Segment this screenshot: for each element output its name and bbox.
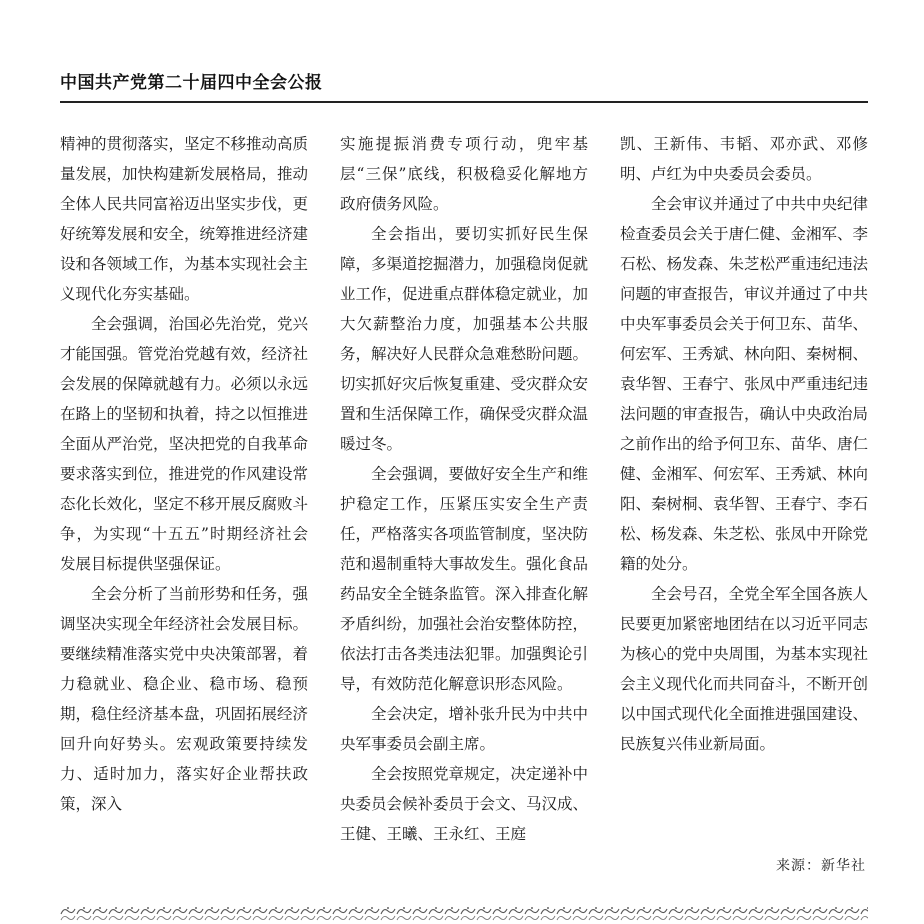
- paragraph: 精神的贯彻落实，坚定不移推动高质量发展，加快构建新发展格局，推动全体人民共同富裕迈出坚实步伐，更好统筹发展和安全，统筹推进经济建设和各领域工作，为基本实现社会主义现代化夯实基础。: [60, 135, 309, 303]
- paragraph: 全会强调，治国必先治党，党兴才能国强。管党治党越有效，经济社会发展的保障就越有力。必须以永远在路上的坚韧和执着，持之以恒推进全面从严治党，坚决把党的自我革命要求落实到位，推进党的作风建设常态化长效化，坚定不移开展反腐败斗争，为实现“十五五”时期经济社会发展目标提供坚强保证。: [60, 315, 309, 573]
- page-header-title: 中国共产党第二十届四中全会公报: [60, 73, 323, 93]
- paragraph: 全会号召，全党全军全国各族人民要更加紧密地团结在以习近平同志为核心的党中央周围，为基本实现社会主义现代化而共同奋斗，不断开创以中国式现代化全面推进强国建设、民族复兴伟业新局面。: [620, 585, 869, 753]
- decorative-border: [60, 904, 868, 924]
- source-credit: 来源：新华社: [776, 858, 866, 874]
- text-column-3: [620, 129, 868, 759]
- paragraph: 全会分析了当前形势和任务，强调坚决实现全年经济社会发展目标。要继续精准落实党中央决策部署，着力稳就业、稳企业、稳市场、稳预期，稳住经济基本盘，巩固拓展经济回升向好势头。宏观政策要持续发力、适时加力，落实好企业帮扶政策，深入: [60, 585, 309, 813]
- paragraph: 实施提振消费专项行动，兜牢基层“三保”底线，积极稳妥化解地方政府债务风险。: [340, 135, 588, 213]
- paragraph: 全会审议并通过了中共中央纪律检查委员会关于唐仁健、金湘军、李石松、杨发森、朱芝松严重违纪违法问题的审查报告，审议并通过了中共中央军事委员会关于何卫东、苗华、何宏军、王秀斌、林向阳、秦树桐、袁华智、王春宁、张凤中严重违纪违法问题的审查报告，确认中央政治局之前作出的给予何卫东、苗华、唐仁健、金湘军、何宏军、王秀斌、林向阳、秦树桐、袁华智、王春宁、李石松、杨发森、朱芝松、张凤中开除党籍的处分。: [620, 195, 869, 573]
- paragraph: 全会决定，增补张升民为中共中央军事委员会副主席。: [340, 705, 589, 753]
- paragraph: 凯、王新伟、韦韬、邓亦武、邓修明、卢红为中央委员会委员。: [620, 135, 868, 183]
- paragraph: 全会强调，要做好安全生产和维护稳定工作，压紧压实安全生产责任，严格落实各项监管制度，坚决防范和遏制重特大事故发生。强化食品药品安全全链条监管。深入排查化解矛盾纠纷，加强社会治安整体防控，依法打击各类违法犯罪。加强舆论引导，有效防范化解意识形态风险。: [340, 465, 589, 693]
- text-column-1: [60, 129, 308, 819]
- paragraph: 全会按照党章规定，决定递补中央委员会候补委员于会文、马汉成、王健、王曦、王永红、王庭: [340, 765, 589, 843]
- paragraph: 全会指出，要切实抓好民生保障，多渠道挖掘潜力，加强稳岗促就业工作，促进重点群体稳定就业，加大欠薪整治力度，加强基本公共服务，解决好人民群众急难愁盼问题。切实抓好灾后恢复重建、受灾群众安置和生活保障工作，确保受灾群众温暖过冬。: [340, 225, 589, 453]
- header-divider: [60, 101, 868, 103]
- text-column-2: [340, 129, 588, 849]
- ornament-pattern-icon: [60, 904, 868, 924]
